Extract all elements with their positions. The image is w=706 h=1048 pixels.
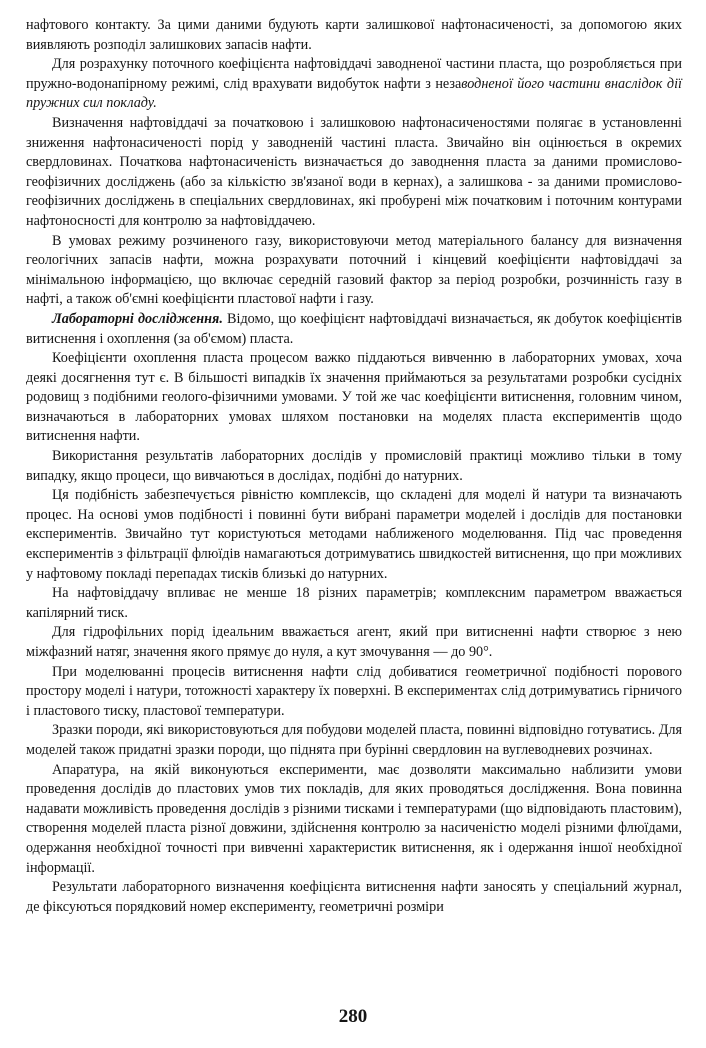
paragraph-modeling: При моделюванні процесів витиснення нафти слід добиватися геометричної подібності порового простору моделі і натури, тотожності характеру їх поверхні. В експериментах слід дотримуватись гірничого і пластового тиску, пластової температури.	[26, 663, 682, 719]
paragraph-coverage-coefficients: Коефіцієнти охоплення пласта процесом важко піддаються вивченню в лабораторних умовах, хоча деякі досягнення тут є. В більшості випадків їх значення приймаються за результатами розробки сусідніх родовищ з подібними геолого-фізичними умовами. У той же час коефіцієнти витиснення, головним чином, визначаються в лабораторних умовах шляхом постановки на моделях пласта експериментів щодо витиснення нафти.	[26, 350, 682, 445]
paragraph-current-recovery-text: Для розрахунку поточного коефіцієнта нафтовіддачі заводненої частини пласта, що розробляється при пружно-водонапірному режимі, слід врахувати видобуток нафти з неза	[26, 56, 682, 92]
paragraph-parameters: На нафтовіддачу впливає не менше 18 різних параметрів; комплексним параметром вважається капілярний тиск.	[26, 585, 682, 621]
paragraph-results-journal: Результати лабораторного визначення коефіцієнта витиснення нафти заносять у спеціальний журнал, де фіксуються порядковий номер експерименту, геометричні розміри	[26, 879, 682, 915]
paragraph-continuation: нафтового контакту. За цими даними будують карти залишкової нафтонасиченості, за допомогою яких виявляють розподіл залишкових запасів нафти.	[26, 17, 682, 53]
paragraph-current-recovery-italic: водненої його частини внаслідок дії пружних сил покладу.	[26, 75, 682, 112]
paragraph-apparatus: Апаратура, на якій виконуються експерименти, має дозволяти максимально наблизити умови проведення дослідів до пластових умов тих покладів, для яких проводяться дослідження. Вона повинна надавати можливість проведення дослідів з різними тисками і температурами (що відповідають пластовим), створення моделей пласта різної довжини, здійснення контролю за насиченістю моделі різними флюїдами, одержання необхідної точності при вивченні характеристик витиснення, як і одержання іншої необхідної інформації.	[26, 761, 682, 876]
paragraph-rock-samples: Зразки породи, які використовуються для побудови моделей пласта, повинні відповідно готуватись. Для моделей також придатні зразки породи, що піднята при бурінні свердловин на вуглеводневих розчинах.	[26, 722, 682, 758]
paragraph-lab-studies	[26, 310, 682, 349]
paragraph-hydrophilic: Для гідрофільних порід ідеальним вважається агент, який при витисненні нафти створює з нею міжфазний натяг, значення якого прямує до нуля, а кут змочування — до 90°.	[26, 624, 682, 660]
section-heading-lab-studies: Лабораторні дослідження.	[52, 310, 223, 327]
paragraph-similarity: Ця подібність забезпечується рівністю комплексів, що складені для моделі й натури та визначають процес. На основі умов подібності і повинні бути вибрані параметри моделей і дослідів для постановки експериментів. Звичайно тут користуються методами наближеного моделювання. Під час проведення експериментів з фільтрації флюїдів намагаються дотримуватись швидкостей витиснення, що при можливих у нафтовому покладі перепадах тисків близькі до натурних.	[26, 487, 682, 582]
page-body	[26, 16, 682, 917]
paragraph-current-recovery	[26, 55, 682, 114]
paragraph-dissolved-gas: В умовах режиму розчиненого газу, використовуючи метод матеріального балансу для визначення геологічних запасів нафти, можна розрахувати поточний і кінцевий коефіцієнти нафтовіддачі за мінімальною інформацією, що включає середній газовий фактор за період розробки, розчинність газу в нафті, а також об'ємні коефіцієнти пластової нафти і газу.	[26, 232, 682, 308]
paragraph-saturation-method: Визначення нафтовіддачі за початковою і залишковою нафтонасиченостями полягає в установленні зниження нафтонасиченості порід у заводненій частині пласта. Звичайно він оцінюється в окремих свердловинах. Початкова нафтонасиченість визначається до заводнення пласта за даними промислово-геофізичних досліджень (або за кількістю зв'язаної води в кернах), а залишкова - за даними промислово-геофізичних досліджень в спеціальних свердловинах, які пробурені між початковим і поточним контурами нафтоносності для контролю за нафтовіддачею.	[26, 114, 682, 229]
page-number: 280	[338, 1006, 368, 1027]
paragraph-lab-studies-text: Відомо, що коефіцієнт нафтовіддачі визначається, як добуток коефіцієнтів витиснення і охоплення (за об'ємом) пласта.	[26, 310, 683, 347]
paragraph-lab-results-usage: Використання результатів лабораторних дослідів у промисловій практиці можливо тільки в тому випадку, якщо процеси, що вивчаються в дослідах, подібні до натурних.	[26, 448, 682, 484]
